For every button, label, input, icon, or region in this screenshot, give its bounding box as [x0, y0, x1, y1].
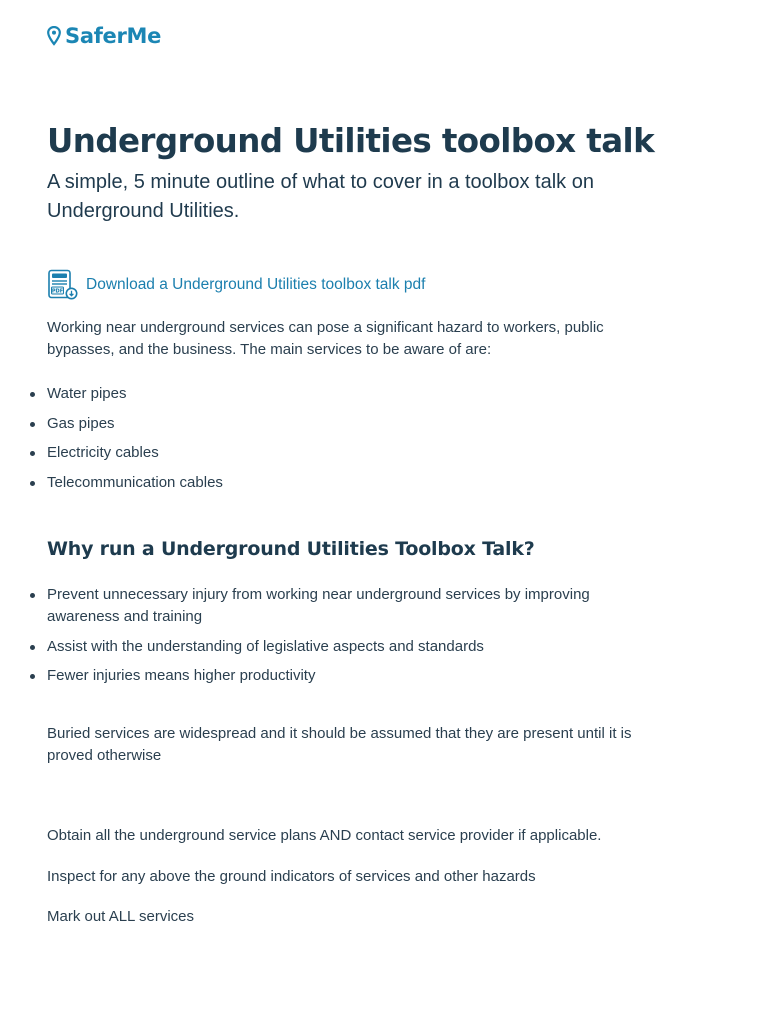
- brand-name: SaferMe: [65, 24, 162, 48]
- location-pin-icon: [47, 26, 61, 46]
- saferme-logo[interactable]: [47, 24, 161, 48]
- services-list: [47, 383, 657, 501]
- list-item: Telecommunication cables: [47, 472, 657, 494]
- obtain-plans-paragraph: Obtain all the underground service plans AND contact service provider if applicable.: [47, 827, 602, 844]
- download-row: [47, 269, 425, 301]
- reasons-list: [47, 584, 657, 695]
- page-title: Underground Utilities toolbox talk: [47, 122, 655, 160]
- download-pdf-link[interactable]: Download a Underground Utilities toolbox talk pdf: [86, 276, 426, 293]
- list-item: Fewer injuries means higher productivity: [47, 665, 657, 687]
- buried-services-paragraph: Buried services are widespread and it should be assumed that they are present until it is proved otherwise: [47, 725, 632, 764]
- svg-text:PDF: PDF: [51, 288, 64, 295]
- pdf-document-icon: [47, 269, 79, 301]
- intro-paragraph: Working near underground services can pose a significant hazard to workers, public bypasses, and the business. The main services to be aware of are:: [47, 319, 604, 358]
- page-subtitle: A simple, 5 minute outline of what to cover in a toolbox talk on Underground Utilities.: [47, 171, 594, 222]
- inspect-paragraph: Inspect for any above the ground indicators of services and other hazards: [47, 868, 536, 885]
- list-item: Water pipes: [47, 383, 657, 405]
- list-item: Gas pipes: [47, 413, 657, 435]
- list-item: Assist with the understanding of legislative aspects and standards: [47, 636, 657, 658]
- list-item: Prevent unnecessary injury from working near underground services by improving awareness and training: [47, 584, 657, 628]
- list-item: Electricity cables: [47, 442, 657, 464]
- mark-out-paragraph: Mark out ALL services: [47, 908, 195, 925]
- section-heading-why: Why run a Underground Utilities Toolbox Talk?: [47, 538, 535, 560]
